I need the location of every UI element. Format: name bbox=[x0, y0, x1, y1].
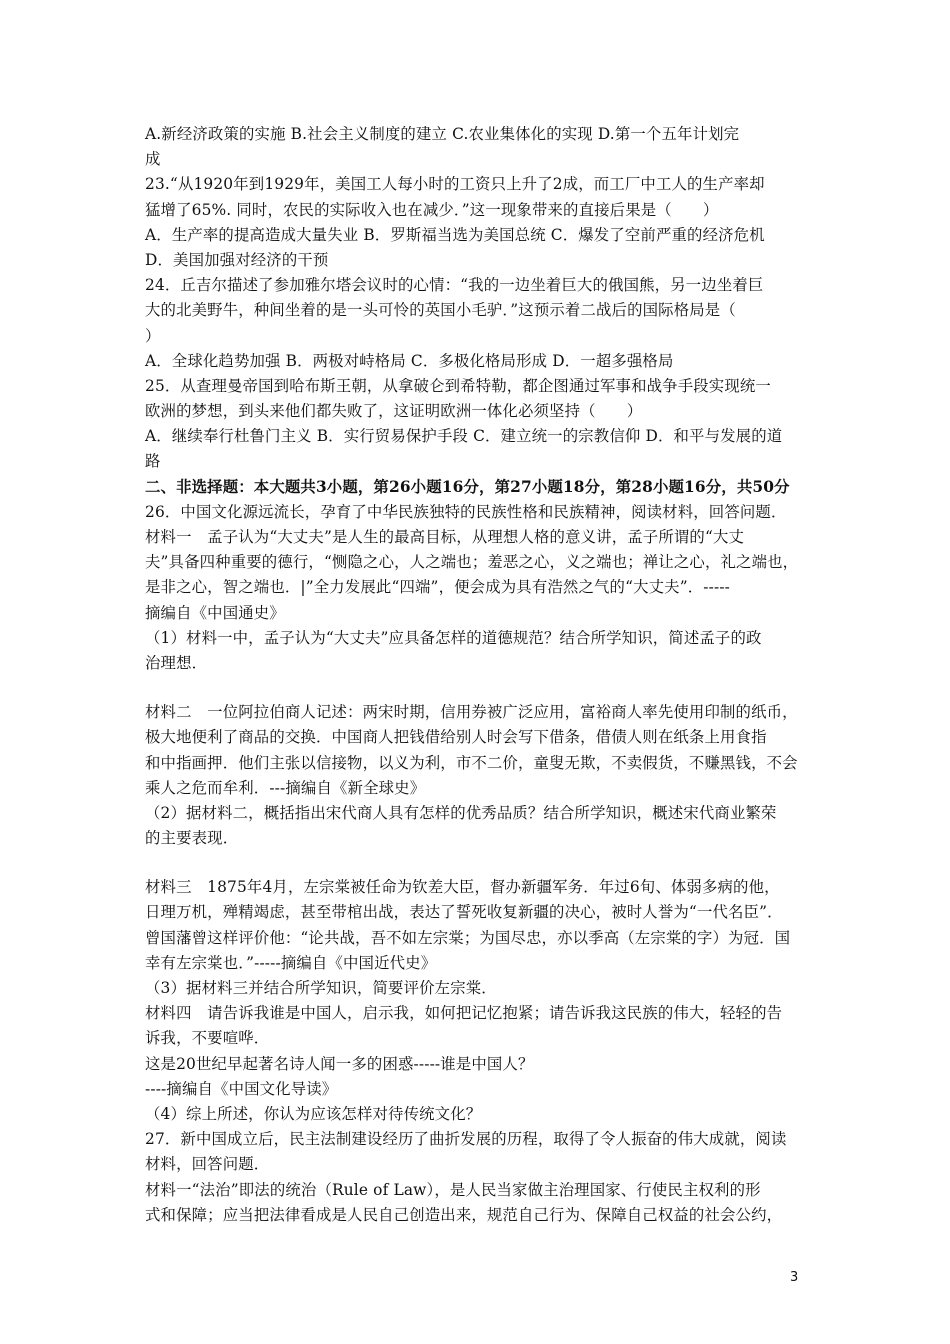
text-line: 23.“从1920年到1929年，美国工人每小时的工资只上升了2成，而工厂中工人的生产率却 bbox=[145, 175, 765, 194]
section-heading: 二、非选择题：本大题共3小题，第26小题16分，第27小题18分，第28小题16分，共50分 bbox=[145, 477, 790, 496]
text-line: A．生产率的提高造成大量失业 B．罗斯福当选为美国总统 C．爆发了空前严重的经济危机 bbox=[145, 225, 765, 244]
text-line: 治理想． bbox=[145, 653, 208, 672]
text-line: （2）据材料二，概括指出宋代商人具有怎样的优秀品质？结合所学知识，概述宋代商业繁荣 bbox=[145, 803, 777, 822]
text-line: ） bbox=[145, 326, 161, 345]
text-line: 的主要表现． bbox=[145, 829, 239, 848]
text-line: 和中指画押．他们主张以信接物，以义为利，市不二价，童叟无欺，不卖假货，不赚黑钱，不会 bbox=[145, 753, 798, 772]
text-line: 27．新中国成立后，民主法制建设经历了曲折发展的历程，取得了令人振奋的伟大成就，阅读 bbox=[145, 1130, 787, 1149]
text-line: 极大地便利了商品的交换．中国商人把钱借给别人时会写下借条，借债人则在纸条上用食指 bbox=[145, 728, 767, 747]
text-line: 24．丘吉尔描述了参加雅尔塔会议时的心情：“我的一边坐着巨大的俄国熊，另一边坐着巨 bbox=[145, 276, 764, 295]
text-line: 夫”具备四种重要的德行，“恻隐之心，人之端也；羞恶之心，义之端也；禅让之心，礼之端也， bbox=[145, 553, 799, 572]
text-line: 猛增了65%. 同时，农民的实际收入也在减少．”这一现象带来的直接后果是（ ） bbox=[145, 200, 719, 219]
text-line: 26．中国文化源远流长，孕育了中华民族独特的民族性格和民族精神，阅读材料，回答问题． bbox=[145, 502, 787, 521]
text-line: 式和保障；应当把法律看成是人民自己创造出来，规范自己行为、保障自己权益的社会公约， bbox=[145, 1205, 783, 1224]
page-number: 3 bbox=[790, 1270, 799, 1285]
text-line: 这是20世纪早起著名诗人闻一多的困惑-----谁是中国人？ bbox=[145, 1054, 534, 1073]
blank-gap bbox=[145, 676, 813, 700]
text-line: （3）据材料三并结合所学知识，简要评价左宗棠． bbox=[145, 979, 497, 997]
text-line: A．继续奉行杜鲁门主义 B．实行贸易保护手段 C．建立统一的宗教信仰 D．和平与发展的道 bbox=[145, 427, 783, 446]
text-line: 摘编自《中国通史》 bbox=[145, 603, 285, 622]
document-body bbox=[145, 122, 813, 1228]
text-line: 乘人之危而牟利．---摘编自《新全球史》 bbox=[145, 778, 426, 797]
text-line: 材料四 请告诉我谁是中国人，启示我，如何把记忆抱紧；请告诉我这民族的伟大，轻轻的告 bbox=[145, 1004, 783, 1023]
text-line: 欧洲的梦想，到头来他们都失败了，这证明欧洲一体化必须坚持（ ） bbox=[145, 402, 643, 421]
text-line: 幸有左宗棠也．”-----摘编自《中国近代史》 bbox=[145, 953, 437, 972]
text-line: A.新经济政策的实施 B.社会主义制度的建立 C.农业集体化的实现 D.第一个五年计划完 bbox=[145, 125, 740, 143]
text-line: 材料，回答问题． bbox=[145, 1155, 270, 1174]
text-line: （4）综上所述，你认为应该怎样对待传统文化？ bbox=[145, 1104, 482, 1123]
text-line: 材料一“法治”即法的统治（Rule of Law），是人民当家做主治理国家、行使民主权利的形 bbox=[145, 1180, 761, 1199]
text-line: 曾国藩曾这样评价他：“论共战，吾不如左宗棠；为国尽忠，亦以季高（左宗棠的字）为冠．国 bbox=[145, 928, 791, 947]
text-line: 成 bbox=[145, 150, 161, 169]
text-line: 诉我，不要喧哗． bbox=[145, 1029, 270, 1048]
text-line: 日理万机，殚精竭虑，甚至带棺出战，表达了誓死收复新疆的决心，被时人誉为“一代名臣”． bbox=[145, 903, 783, 922]
text-line: A．全球化趋势加强 B．两极对峙格局 C．多极化格局形成 D．一超多强格局 bbox=[145, 351, 674, 370]
text-line: 材料一 孟子认为“大丈夫”是人生的最高目标，从理想人格的意义讲，孟子所谓的“大丈 bbox=[145, 528, 745, 546]
text-line: 材料二 一位阿拉伯商人记述：两宋时期，信用券被广泛应用，富裕商人率先使用印制的纸币， bbox=[145, 703, 798, 722]
text-line: 大的北美野牛，种间坐着的是一头可怜的英国小毛驴．”这预示着二战后的国际格局是（ bbox=[145, 301, 736, 320]
text-line: 材料三 1875年4月，左宗棠被任命为钦差大臣，督办新疆军务．年过6旬、体弱多病的他， bbox=[145, 878, 780, 897]
text-line: ----摘编自《中国文化导读》 bbox=[145, 1079, 338, 1098]
text-line: 是非之心，智之端也．|”全力发展此“四端”，便会成为具有浩然之气的“大丈夫”．----- bbox=[145, 578, 731, 597]
text-line: 路 bbox=[145, 452, 161, 471]
text-line: D．美国加强对经济的干预 bbox=[145, 250, 329, 269]
text-line: 25．从查理曼帝国到哈布斯王朝，从拿破仑到希特勒，都企图通过军事和战争手段实现统一 bbox=[145, 376, 771, 395]
text-line: （1）材料一中，孟子认为“大丈夫”应具备怎样的道德规范？结合所学知识，简述孟子的政 bbox=[145, 628, 762, 647]
blank-gap bbox=[145, 851, 813, 875]
